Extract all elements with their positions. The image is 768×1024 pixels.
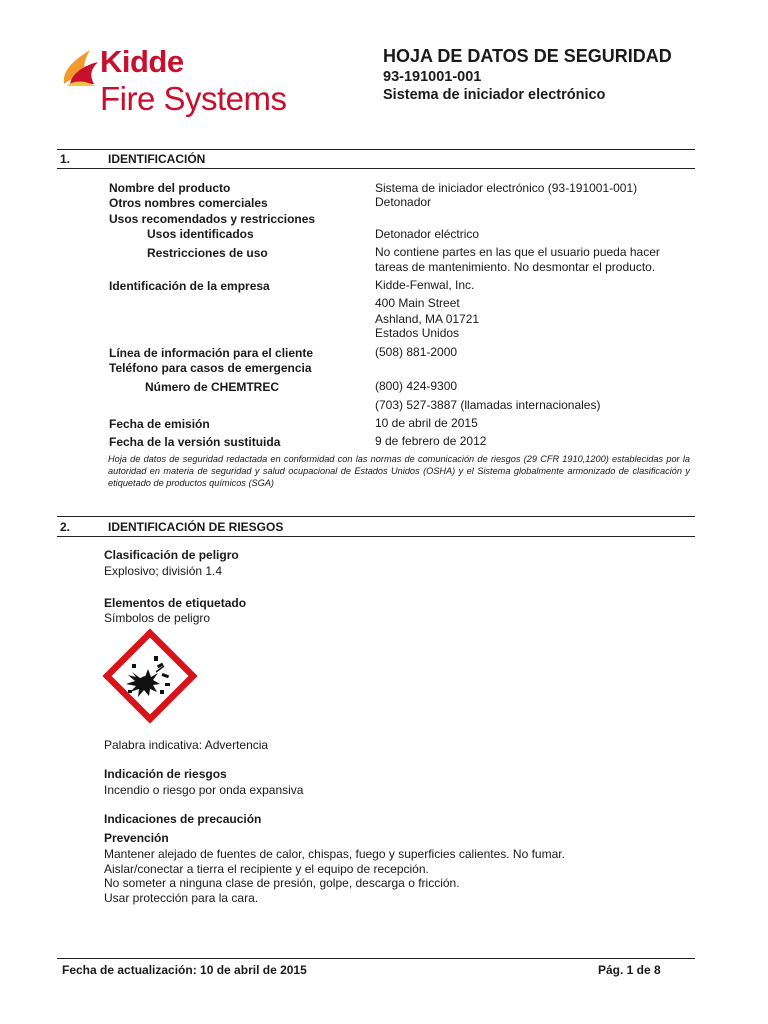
superseded-date-label: Fecha de la versión sustituida xyxy=(109,435,281,449)
chemtrec-phone-1: (800) 424-9300 xyxy=(375,379,458,393)
identified-uses-value: Detonador eléctrico xyxy=(375,227,480,241)
chemtrec-label: Número de CHEMTREC xyxy=(145,380,280,394)
section-2-bottom-rule xyxy=(57,536,695,537)
section-2-top-rule xyxy=(57,516,695,517)
section-1-bottom-rule xyxy=(57,168,695,169)
trade-names-value: Detonador xyxy=(375,195,432,209)
footer-page-number: Pág. 1 de 8 xyxy=(598,963,661,977)
precautionary-heading: Indicaciones de precaución xyxy=(104,812,262,826)
document-title: HOJA DE DATOS DE SEGURIDAD xyxy=(383,46,672,66)
footer-revision-date: Fecha de actualización: 10 de abril de 2015 xyxy=(62,963,307,977)
section-2-title: IDENTIFICACIÓN DE RIESGOS xyxy=(108,520,284,534)
emergency-phone-label: Teléfono para casos de emergencia xyxy=(109,361,312,375)
hazard-statement-value: Incendio o riesgo por onda expansiva xyxy=(104,783,304,797)
signal-word: Palabra indicativa: Advertencia xyxy=(104,738,269,752)
prevention-heading: Prevención xyxy=(104,831,169,845)
customer-line-label: Línea de información para el cliente xyxy=(109,346,314,360)
document-code: 93-191001-001 xyxy=(383,69,482,85)
restrictions-label: Restricciones de uso xyxy=(147,246,268,260)
footer-rule xyxy=(57,958,695,959)
section-1-top-rule xyxy=(57,149,695,150)
prevention-line-1: Mantener alejado de fuentes de calor, chispas, fuego y superficies calientes. No fumar. xyxy=(104,847,565,861)
restrictions-value-line-2: tareas de mantenimiento. No desmontar el producto. xyxy=(375,260,656,274)
prevention-line-2: Aislar/conectar a tierra el recipiente y el equipo de recepción. xyxy=(104,862,429,876)
kidde-flame-logo-icon xyxy=(60,44,102,90)
section-1-title: IDENTIFICACIÓN xyxy=(108,152,206,166)
restrictions-value-line-1: No contiene partes en las que el usuario pueda hacer xyxy=(375,245,660,259)
company-street: 400 Main Street xyxy=(375,296,460,310)
section-2-number: 2. xyxy=(60,520,71,534)
product-name-label: Nombre del producto xyxy=(109,181,231,195)
chemtrec-phone-2: (703) 527-3887 (llamadas internacionales) xyxy=(375,398,601,412)
logo-wordmark-fire-systems: Fire Systems xyxy=(100,80,287,117)
customer-line-value: (508) 881-2000 xyxy=(375,345,458,359)
hazard-statement-heading: Indicación de riesgos xyxy=(104,767,227,781)
trade-names-label: Otros nombres comerciales xyxy=(109,196,268,210)
hazard-symbols-label: Símbolos de peligro xyxy=(104,611,211,625)
logo-wordmark-kidde: Kidde xyxy=(100,44,184,79)
section-1-number: 1. xyxy=(60,152,71,166)
regulatory-note: Hoja de datos de seguridad redactada en conformidad con las normas de comunicación de riesgos (29 CFR 1910,1200) establecidas por la autoridad en materia de seguridad y salud ocupacional de Estados Unidos (OSHA) y el Sistema globalmente armonizado de clasificación y etiquetado de productos químicos (SGA) xyxy=(108,454,690,488)
company-city: Ashland, MA 01721 xyxy=(375,312,480,326)
document-subtitle: Sistema de iniciador electrónico xyxy=(383,87,606,103)
superseded-date-value: 9 de febrero de 2012 xyxy=(375,434,487,448)
prevention-line-3: No someter a ninguna clase de presión, golpe, descarga o fricción. xyxy=(104,876,460,890)
identified-uses-label: Usos identificados xyxy=(147,227,254,241)
recommended-uses-label: Usos recomendados y restricciones xyxy=(109,212,316,226)
prevention-line-4: Usar protección para la cara. xyxy=(104,891,259,905)
product-name-value: Sistema de iniciador electrónico (93-191001-001) xyxy=(375,181,638,195)
company-country: Estados Unidos xyxy=(375,326,460,340)
classification-heading: Clasificación de peligro xyxy=(104,548,239,562)
label-elements-heading: Elementos de etiquetado xyxy=(104,596,247,610)
company-label: Identificación de la empresa xyxy=(109,279,270,293)
classification-value: Explosivo; división 1.4 xyxy=(104,564,223,578)
issue-date-value: 10 de abril de 2015 xyxy=(375,416,478,430)
exploding-bomb-icon xyxy=(102,628,198,724)
issue-date-label: Fecha de emisión xyxy=(109,417,210,431)
company-name: Kidde-Fenwal, Inc. xyxy=(375,278,475,292)
